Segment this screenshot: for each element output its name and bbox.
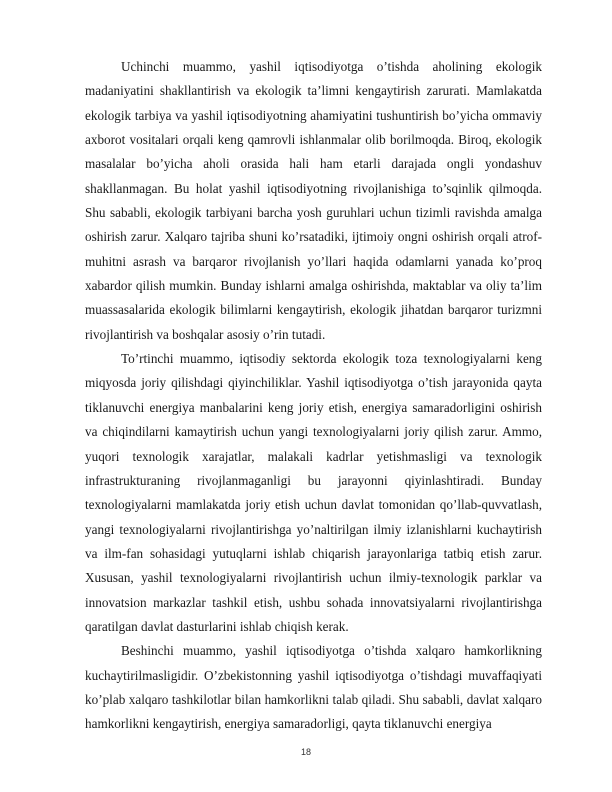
paragraph-third-problem: Uchinchi muammo, yashil iqtisodiyotga o’tishda aholining ekologik madaniyatini shakllantirish va ekologik ta’limni kengaytirish zarurati. Mamlakatda ekologik tarbiya va yashil iqtisodiyotning ahamiyatini tushuntirish bo’yicha ommaviy axborot vositalari orqali keng qamrovli ishlanmalar olib borilmoqda. Biroq, ekologik masalalar bo’yicha aholi orasida hali ham etarli darajada ongli yondashuv shakllanmagan. Bu holat yashil iqtisodiyotning rivojlanishiga to’sqinlik qilmoqda. Shu sababli, ekologik tarbiyani barcha yosh guruhlari uchun tizimli ravishda amalga oshirish zarur. Xalqaro tajriba shuni ko’rsatadiki, ijtimoiy ongni oshirish orqali atrof-muhitni asrash va barqaror rivojlanish yo’llari haqida odamlarni yanada ko’proq xabardor qilish mumkin. Bunday ishlarni amalga oshirishda, maktablar va oliy ta’lim muassasalarida ekologik bilimlarni kengaytirish, ekologik jihatdan barqaror turizmni rivojlantirish va boshqalar asosiy o’rin tutadi. xyxy=(85,59,542,342)
page-number: 18 xyxy=(300,747,311,757)
document-body xyxy=(85,55,542,737)
paragraph-fifth-problem: Beshinchi muammo, yashil iqtisodiyotga o’tishda xalqaro hamkorlikning kuchaytirilmasligidir. O’zbekistonning yashil iqtisodiyotga o’tishdagi muvaffaqiyati ko’plab xalqaro tashkilotlar bilan hamkorlikni talab qiladi. Shu sababli, davlat xalqaro hamkorlikni kengaytirish, energiya samaradorligi, qayta tiklanuvchi energiya xyxy=(85,643,542,732)
paragraph-fourth-problem: To’rtinchi muammo, iqtisodiy sektorda ekologik toza texnologiyalarni keng miqyosda joriy qilishdagi qiyinchiliklar. Yashil iqtisodiyotga o’tish jarayonida qayta tiklanuvchi energiya manbalarini keng joriy etish, energiya samaradorligini oshirish va chiqindilarni kamaytirish uchun yangi texnologiyalarni joriy qilish zarur. Ammo, yuqori texnologik xarajatlar, malakali kadrlar yetishmasligi va texnologik infrastrukturaning rivojlanmaganligi bu jarayonni qiyinlashtiradi. Bunday texnologiyalarni mamlakatda joriy etish uchun davlat tomonidan qo’llab-quvvatlash, yangi texnologiyalarni rivojlantirishga yo’naltirilgan ilmiy izlanishlarni kuchaytirish va ilm-fan sohasidagi yutuqlarni ishlab chiqarish jarayonlariga tatbiq etish zarur. Xususan, yashil texnologiyalarni rivojlantirish uchun ilmiy-texnologik parklar va innovatsion markazlar tashkil etish, ushbu sohada innovatsiyalarni rivojlantirishga qaratilgan davlat dasturlarini ishlab chiqish kerak. xyxy=(85,351,542,634)
